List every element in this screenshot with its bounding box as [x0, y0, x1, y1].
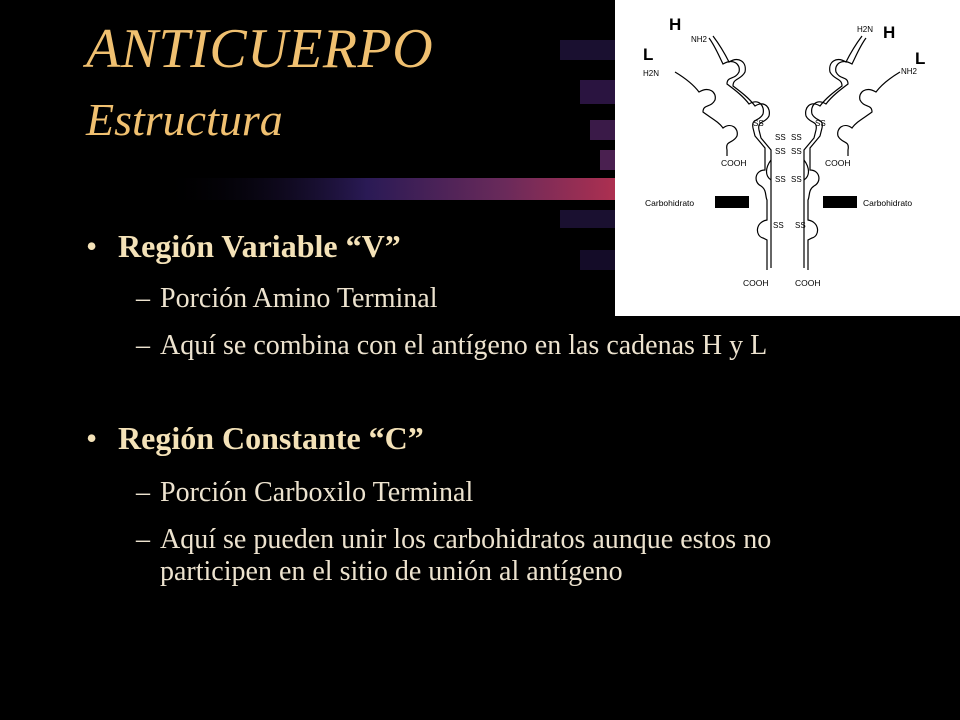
label-ss: SS [775, 147, 786, 156]
label-l-left: L [643, 45, 654, 64]
sub-bullet-dash: – [136, 330, 150, 361]
label-h2n-left: H2N [643, 69, 660, 78]
sub-bullet-dash: – [136, 524, 150, 555]
sub-bullet-item: Porción Carboxilo Terminal [160, 477, 474, 508]
label-cooh-right: COOH [825, 158, 851, 168]
label-cooh-left: COOH [721, 158, 747, 168]
section-heading-constant: Región Constante “C” [118, 420, 424, 456]
slide-subtitle: Estructura [86, 94, 283, 145]
sub-bullet-item: Aquí se combina con el antígeno en las cadenas H y L [160, 330, 768, 361]
bullet-dot: • [86, 420, 98, 456]
label-cooh-bottom-right: COOH [795, 278, 821, 288]
section-heading-variable: Región Variable “V” [118, 228, 401, 264]
sub-bullet-item: Porción Amino Terminal [160, 283, 438, 314]
label-nh2-right: NH2 [901, 67, 918, 76]
label-nh2-left: NH2 [691, 35, 708, 44]
sub-bullet-dash: – [136, 283, 150, 314]
label-ss: SS [795, 221, 806, 230]
label-ss: SS [791, 147, 802, 156]
label-ss: SS [775, 133, 786, 142]
label-h2n-right: H2N [857, 25, 874, 34]
slide-title: ANTICUERPO [86, 18, 434, 80]
label-ss: SS [815, 119, 826, 128]
antibody-structure-svg [615, 0, 960, 316]
label-l-right: L [915, 49, 926, 68]
label-ss: SS [773, 221, 784, 230]
sub-bullet-item: Aquí se pueden unir los carbohidratos aunque estos no participen en el sitio de unión al antígeno [160, 524, 772, 587]
label-carbohidrato-right: Carbohidrato [863, 198, 913, 208]
label-h-right: H [883, 23, 896, 42]
antibody-diagram [615, 0, 960, 316]
label-ss: SS [753, 119, 764, 128]
label-h-left: H [669, 15, 682, 34]
label-ss: SS [775, 175, 786, 184]
label-ss: SS [791, 175, 802, 184]
sub-bullet-dash: – [136, 477, 150, 508]
label-ss: SS [791, 133, 802, 142]
bullet-dot: • [86, 228, 98, 264]
label-cooh-bottom-left: COOH [743, 278, 769, 288]
label-carbohidrato-left: Carbohidrato [645, 198, 695, 208]
